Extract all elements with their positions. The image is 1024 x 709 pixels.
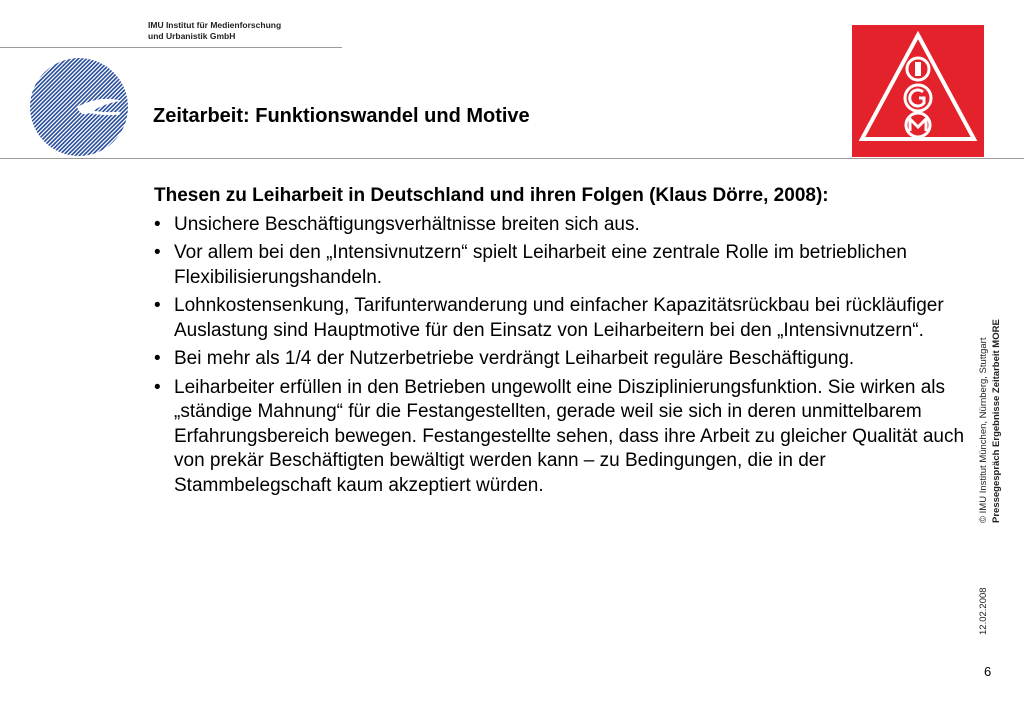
bullet-text: Lohnkostensenkung, Tarifunterwanderung und einfacher Kapazitätsrückbau bei rückläufiger Auslastung sind Hauptmotive für den Einsatz von Leiharbeitern bei den „Intensivnutzern“. — [174, 295, 944, 341]
bullet-marker: • — [154, 295, 161, 316]
content-heading: Thesen zu Leiharbeit in Deutschland und ihren Folgen (Klaus Dörre, 2008): — [154, 185, 829, 206]
list-item — [154, 213, 969, 238]
bullet-text: Unsichere Beschäftigungsverhältnisse breiten sich aus. — [174, 213, 640, 235]
imu-logo — [28, 56, 130, 158]
institute-line-1: IMU Institut für Medienforschung — [148, 20, 282, 30]
bullet-text: Leiharbeiter erfüllen in den Betrieben ungewollt eine Disziplinierungsfunktion. Sie wirken als „ständige Mahnung“ für die Festangestellten, gerade weil sie sich in deren unmittelbarem Erfahrungsbereich bewegen. Festangestellte sehen, dass ihre Arbeit zu gleicher Qualität auch von prekär Beschäftigten bewältigt werden kann – zu Bedingungen, die in der Stammbelegschaft kaum akzeptiert würden. — [174, 376, 965, 496]
slide-title: Zeitarbeit: Funktionswandel und Motive — [153, 105, 530, 127]
list-item — [154, 347, 969, 372]
bullet-text: Bei mehr als 1/4 der Nutzerbetriebe verdrängt Leiharbeit reguläre Beschäftigung. — [174, 348, 855, 369]
bullet-marker: • — [154, 242, 161, 263]
header-rule — [0, 47, 342, 48]
bullet-text: Vor allem bei den „Intensivnutzern“ spielt Leiharbeit eine zentrale Rolle im betrieblichen Flexibilisierungshandeln. — [174, 242, 907, 288]
bullet-list — [154, 213, 969, 499]
igm-logo — [852, 25, 984, 157]
list-item — [154, 376, 969, 499]
title-rule — [0, 158, 1024, 159]
institute-line-2: und Urbanistik GmbH — [148, 31, 236, 41]
side-footer — [978, 305, 1014, 635]
list-item — [154, 241, 969, 290]
bullet-marker: • — [154, 213, 161, 235]
bullet-marker: • — [154, 376, 161, 398]
list-item — [154, 294, 969, 343]
institute-name — [148, 20, 281, 42]
footer-presentation: Pressegespräch Ergebnisse Zeitarbeit MORE — [991, 319, 1002, 523]
main-content — [154, 184, 969, 502]
bullet-marker: • — [154, 348, 161, 369]
footer-copyright: © IMU Institut München, Nürnberg, Stuttgart — [978, 337, 989, 523]
footer-date: 12.02.2008 — [978, 587, 989, 635]
page-number: 6 — [984, 664, 992, 679]
